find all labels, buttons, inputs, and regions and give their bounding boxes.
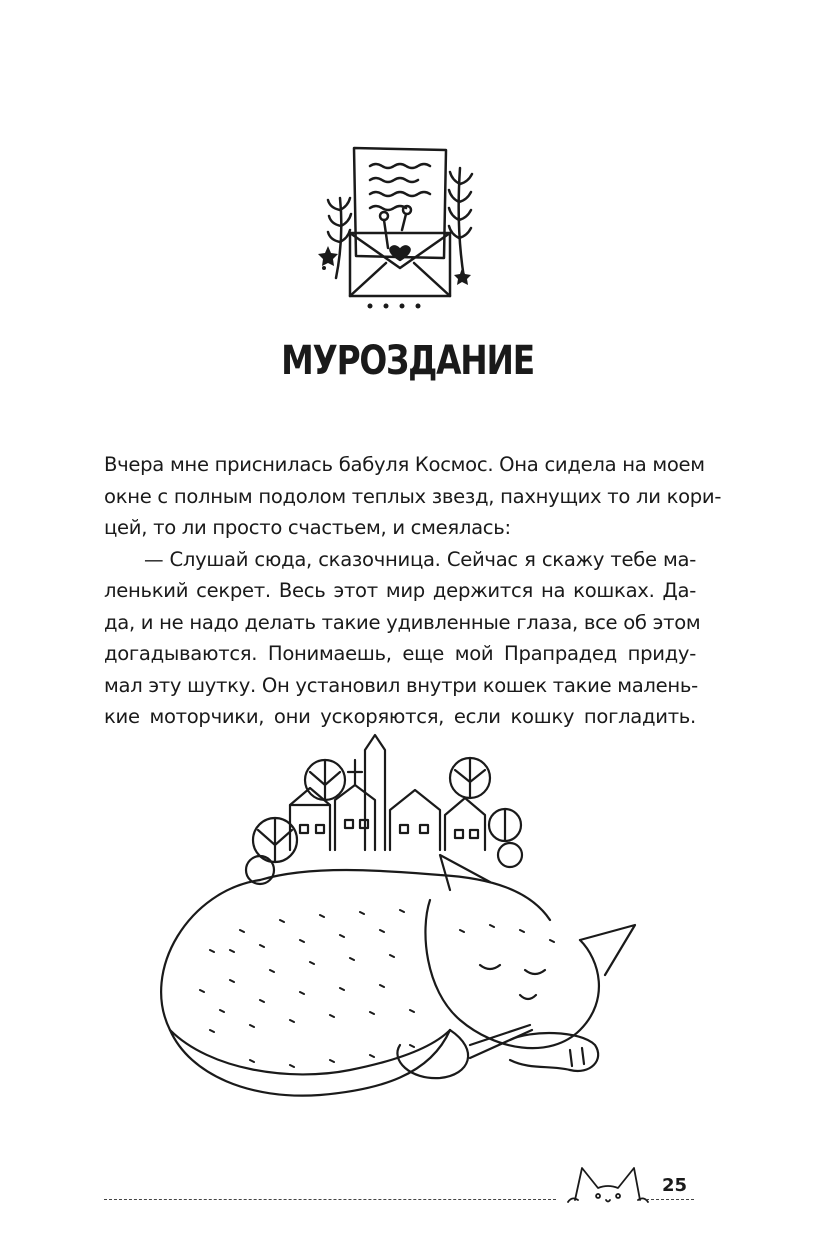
- page-number: 25: [662, 1175, 688, 1196]
- envelope-letter-with-flowers-icon: [318, 138, 478, 316]
- text-line: да, и не надо делать такие удивленные глаза, все об этом: [104, 610, 701, 634]
- text-line: цей, то ли просто счастьем, и смеялась:: [104, 516, 511, 539]
- text-line: — Слушай сюда, сказочница. Сейчас я скажу тебе ма-: [144, 547, 696, 571]
- text-line: ленький секрет. Весь этот мир держится на кошках. Да-: [104, 579, 696, 602]
- text-line: Вчера мне приснилась бабуля Космос. Она сидела на моем: [104, 453, 705, 476]
- peeking-cat-icon: [560, 1160, 650, 1210]
- text-line: кие моторчики, они ускоряются, если кошку погладить.: [104, 705, 696, 728]
- footer-divider-right: [646, 1199, 694, 1200]
- page-title: МУРОЗДАНИЕ: [281, 338, 534, 384]
- text-line: мал эту шутку. Он установил внутри кошек такие малень-: [104, 673, 698, 697]
- text-line: догадываются. Понимаешь, еще мой Прапрадед приду-: [104, 642, 696, 665]
- body-paragraph: [104, 449, 722, 733]
- sleeping-cat-with-town-illustration: [150, 730, 650, 1115]
- text-line: окне с полным подолом теплых звезд, пахнущих то ли кори-: [104, 484, 722, 508]
- footer-divider: [104, 1199, 556, 1200]
